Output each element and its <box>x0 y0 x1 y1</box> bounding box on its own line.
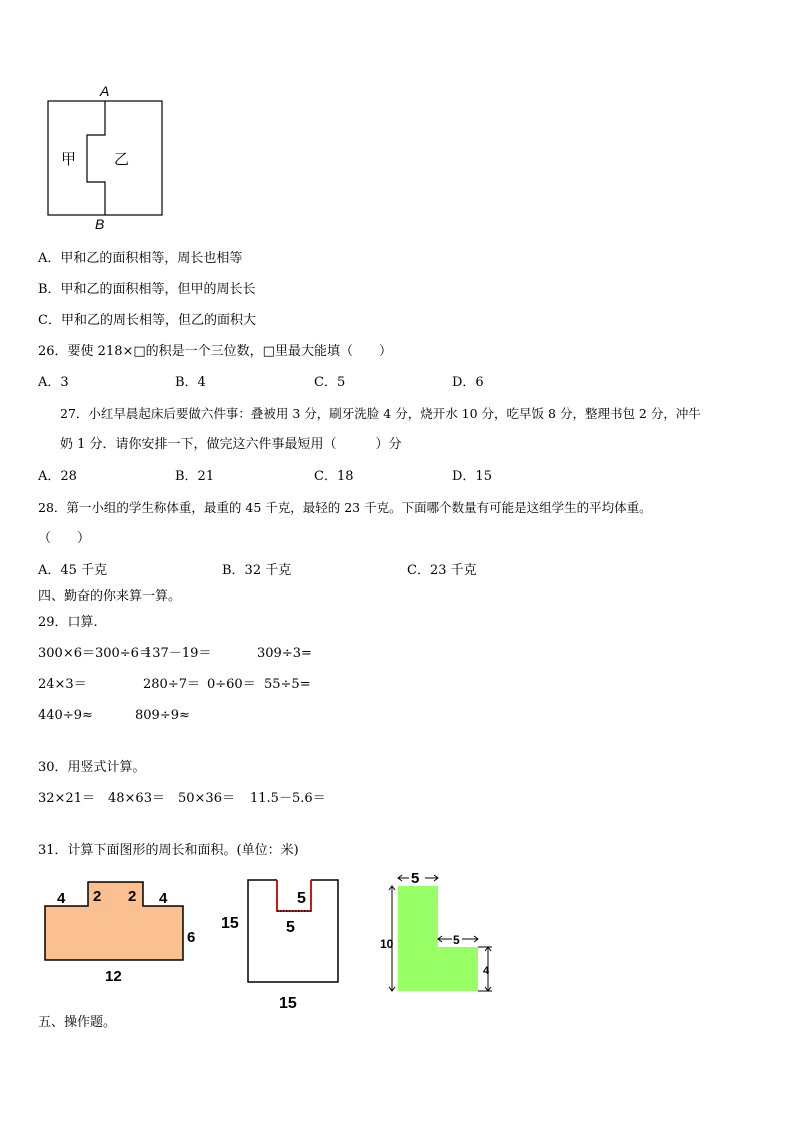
dim-base: 12 <box>105 968 122 985</box>
notched-square-figure <box>218 870 348 1015</box>
q29-item: 280÷7＝ <box>143 677 200 692</box>
dim-right-step: 4 <box>159 890 168 907</box>
q30-item: 11.5－5.6＝ <box>250 791 326 806</box>
section-five-heading: 五、操作题。 <box>38 1015 117 1030</box>
q29-item: 137－19＝ <box>144 646 212 661</box>
section-four-heading: 四、勤奋的你来算一算。 <box>38 589 182 604</box>
dim-notch-width: 5 <box>297 890 306 907</box>
q28-stem: 28．第一小组的学生称体重，最重的 45 千克，最轻的 23 千克。下面哪个数量有可能是这组学生的平均体重。 <box>38 500 652 515</box>
q26-option-c: C．5 <box>314 375 346 390</box>
q27-option-a: A．28 <box>38 469 77 484</box>
q29-item: 300×6＝300÷6＝ <box>38 646 152 661</box>
q29-item: 55÷5= <box>264 677 311 692</box>
q28-paren: （ ） <box>38 531 91 546</box>
q26-option-b: B．4 <box>175 375 206 390</box>
point-b-label: B <box>95 216 105 232</box>
q25-option-c: C．甲和乙的周长相等，但乙的面积大 <box>38 313 256 328</box>
q31-title: 31．计算下面图形的周长和面积。(单位：米) <box>38 843 299 858</box>
q27-option-b: B．21 <box>175 469 215 484</box>
q29-item: 0÷60＝ <box>207 677 256 692</box>
dim-left-rise: 2 <box>93 888 102 905</box>
dim-top: 5 <box>411 870 420 887</box>
q28-option-b: B．32 千克 <box>222 563 292 578</box>
q28-option-a: A．45 千克 <box>38 563 108 578</box>
q29-item: 309÷3= <box>257 646 312 661</box>
q26-option-a: A．3 <box>38 375 69 390</box>
dim-right-rise: 2 <box>128 888 137 905</box>
dim-bottom: 15 <box>279 995 297 1012</box>
region-yi-label: 乙 <box>114 151 130 168</box>
dim-height: 6 <box>187 929 196 946</box>
dim-left: 10 <box>380 937 394 951</box>
q26-stem: 26．要使 218×□的积是一个三位数，□里最大能填（ ） <box>38 344 392 359</box>
dim-side: 15 <box>221 915 239 932</box>
q29-item: 440÷9≈ <box>38 708 93 723</box>
q30-item: 32×21＝ <box>38 791 95 806</box>
q25-option-a: A．甲和乙的面积相等，周长也相等 <box>38 251 243 266</box>
q26-option-d: D．6 <box>452 375 484 390</box>
q28-option-c: C．23 千克 <box>407 563 477 578</box>
q30-title: 30．用竖式计算。 <box>38 760 146 775</box>
dividing-line <box>87 101 105 215</box>
q29-item: 809÷9≈ <box>135 708 190 723</box>
q27-stem-line2: 奶 1 分．请你安排一下，做完这六件事最短用（ ）分 <box>60 437 402 452</box>
green-l-shape-figure <box>378 866 503 996</box>
q25-option-b: B．甲和乙的面积相等，但甲的周长长 <box>38 282 256 297</box>
dim-left-step: 4 <box>57 890 66 907</box>
region-jia-label: 甲 <box>61 151 77 168</box>
divided-square-figure <box>40 82 170 232</box>
orange-t-shape-figure <box>40 870 210 988</box>
dim-inner: 5 <box>453 933 460 947</box>
q29-title: 29．口算. <box>38 615 98 630</box>
point-a-label: A <box>100 83 110 99</box>
q30-item: 50×36＝ <box>178 791 235 806</box>
q27-option-d: D．15 <box>452 469 492 484</box>
q30-item: 48×63＝ <box>108 791 165 806</box>
q27-option-c: C．18 <box>314 469 354 484</box>
q29-item: 24×3＝ <box>38 677 87 692</box>
dim-notch-depth: 5 <box>286 919 295 936</box>
dim-right: 4 <box>483 965 490 977</box>
q27-stem-line1: 27．小红早晨起床后要做六件事：叠被用 3 分，刷牙洗脸 4 分，烧开水 10 分，吃早饭 8 分，整理书包 2 分，冲牛 <box>60 406 701 421</box>
